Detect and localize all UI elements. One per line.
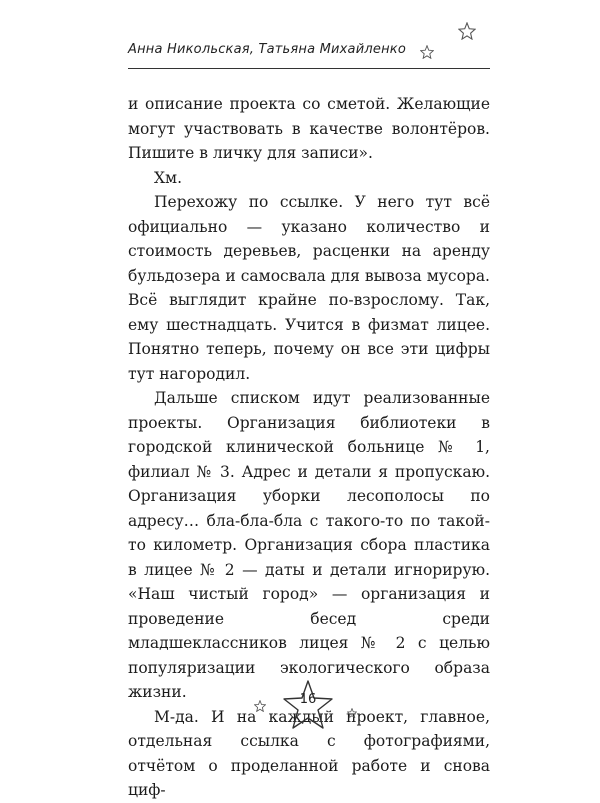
star-icon <box>347 708 357 718</box>
paragraph: М-да. И на каждый проект, главное, отдельная ссылка с фотографиями, отчётом о проделанной работе и снова циф- <box>128 707 490 799</box>
paragraph: и описание проекта со сметой. Желающие могут участвовать в качестве волонтёров. Пишите в личку для записи». <box>128 95 490 162</box>
running-title: Анна Никольская, Татьяна Михайленко <box>128 42 406 57</box>
paragraph: Дальше списком идут реализованные проекты. Организация библиотеки в городской клинической больнице № 1, филиал № 3. Адрес и детали я пропускаю. Организация уборки лесополосы по адресу… бла-бла-бла с такого-то по такой-то километр. Организация сбора пластика в лицее № 2 — даты и детали игнорирую. «Наш чистый город» — организация и проведение бесед среди младшеклассников лицея № 2 с целью популяризации экологического образа жизни. <box>128 389 490 701</box>
running-header <box>128 40 490 66</box>
star-icon <box>420 45 434 59</box>
page-number: 16 <box>299 692 317 707</box>
header-divider <box>128 68 490 69</box>
paragraph: Хм. <box>154 168 183 187</box>
paragraph: Перехожу по ссылке. У него тут всё официально — указано количество и стоимость деревьев, расценки на аренду бульдозера и самосвала для вывоза мусора. Всё выглядит крайне по-взрослому. Так, ему шестнадцать. Учится в физмат лицее. Понятно теперь, почему он все эти цифры тут нагородил. <box>128 193 490 383</box>
star-icon <box>254 700 266 712</box>
star-icon <box>458 22 476 40</box>
